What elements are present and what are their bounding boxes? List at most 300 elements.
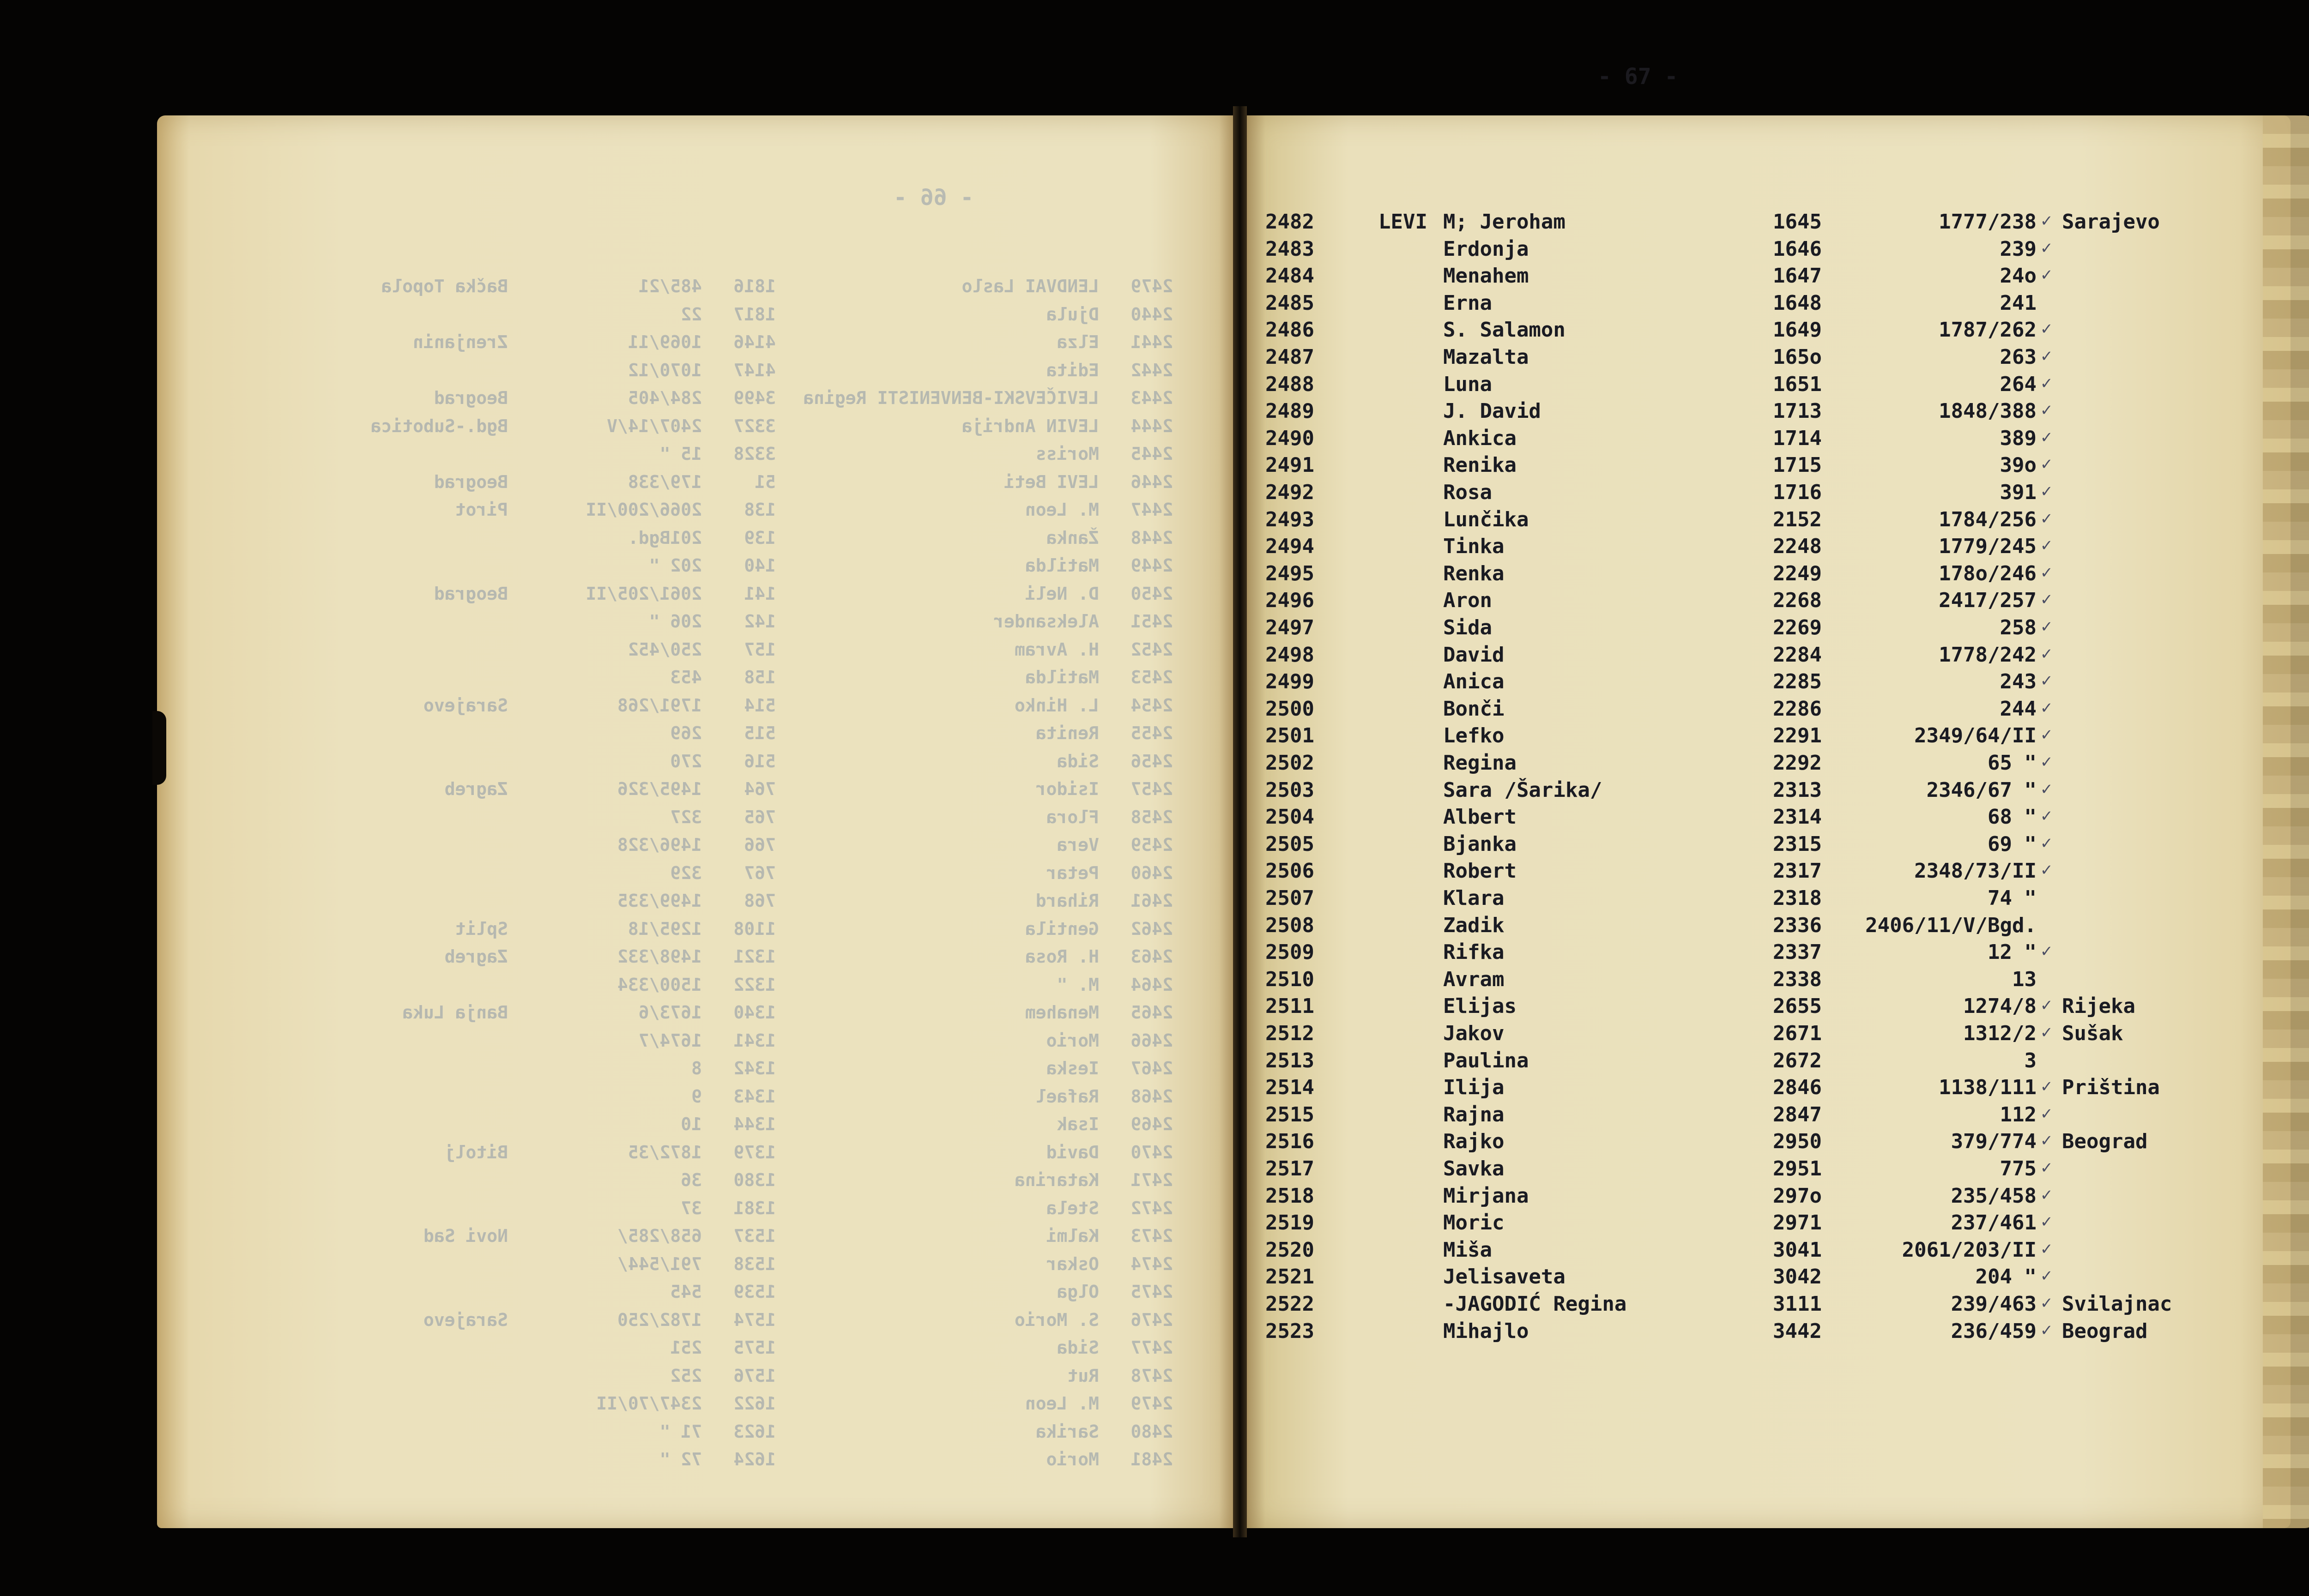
- bleed-through-cell: Morio: [1046, 1449, 1099, 1470]
- register-row: [1265, 751, 2217, 778]
- entry-number: 2507: [1265, 886, 1314, 910]
- bleed-through-cell: 1623: [733, 1421, 776, 1442]
- check-mark: ✓: [2041, 940, 2052, 961]
- bleed-through-cell: 2465: [1130, 1002, 1173, 1023]
- bleed-through-cell: Edita: [1046, 360, 1099, 380]
- bleed-through-line: [249, 692, 1173, 720]
- bleed-through-cell: 514: [744, 695, 776, 716]
- bleed-through-cell: 2469: [1130, 1114, 1173, 1134]
- bleed-through-cell: 51: [755, 471, 776, 492]
- book-gutter: [1233, 106, 1247, 1537]
- check-mark: ✓: [2041, 643, 2052, 663]
- bleed-through-cell: 2061/205/II: [586, 583, 702, 604]
- bleed-through-cell: 1782/250: [617, 1309, 702, 1330]
- entry-number: 2496: [1265, 589, 1314, 613]
- bleed-through-cell: Elza: [1057, 332, 1099, 352]
- reference-number: 1779/245: [1939, 535, 2037, 559]
- check-mark: ✓: [2041, 453, 2052, 474]
- bleed-through-cell: LEVIN Andrija: [961, 416, 1099, 436]
- record-number: 3042: [1773, 1265, 1822, 1289]
- bleed-through-line: [249, 719, 1173, 747]
- record-number: 2847: [1773, 1102, 1822, 1126]
- bleed-through-cell: 2477: [1130, 1337, 1173, 1358]
- entry-number: 2516: [1265, 1130, 1314, 1154]
- record-number: 2291: [1773, 724, 1822, 748]
- entry-number: 2492: [1265, 481, 1314, 504]
- register-row: [1265, 345, 2217, 372]
- check-mark: ✓: [2041, 616, 2052, 636]
- bleed-through-cell: [314, 803, 508, 831]
- record-number: 2336: [1773, 913, 1822, 937]
- bleed-through-cell: Kalmi: [1046, 1226, 1099, 1246]
- register-row: [1265, 562, 2217, 589]
- bleed-through-cell: 2475: [1130, 1282, 1173, 1302]
- bleed-through-cell: 1341: [733, 1030, 776, 1051]
- bleed-through-line: [249, 272, 1173, 301]
- bleed-through-cell: [314, 1362, 508, 1390]
- bleed-through-cell: [314, 356, 508, 385]
- given-name: Albert: [1443, 805, 1517, 829]
- record-number: 2285: [1773, 670, 1822, 694]
- bleed-through-cell: Isidor: [1035, 779, 1099, 799]
- bleed-through-cell: 1817: [733, 304, 776, 325]
- check-mark: ✓: [2041, 994, 2052, 1015]
- reference-number: 237/461: [1951, 1211, 2037, 1235]
- given-name: Sara /Šarika/: [1443, 778, 1602, 802]
- given-name: Lunčika: [1443, 507, 1529, 531]
- given-name: Menahem: [1443, 264, 1529, 288]
- entry-number: 2490: [1265, 426, 1314, 450]
- bleed-through-cell: [314, 831, 508, 859]
- bleed-through-cell: 8: [691, 1058, 702, 1078]
- register-row: [1265, 724, 2217, 751]
- check-mark: ✓: [2041, 535, 2052, 555]
- bleed-through-cell: 1537: [733, 1226, 776, 1246]
- bleed-through-cell: 1499/335: [617, 891, 702, 911]
- bleed-through-cell: 2473: [1130, 1226, 1173, 1246]
- reference-number: 204 ": [1975, 1265, 2037, 1289]
- bleed-through-cell: 2347/70/II: [596, 1393, 702, 1414]
- reference-number: 243: [2000, 670, 2037, 694]
- bleed-through-cell: H. Rosa: [1025, 946, 1099, 967]
- given-name: Rajna: [1443, 1102, 1505, 1126]
- bleed-through-cell: 1791/268: [617, 695, 702, 716]
- given-name: Mazalta: [1443, 345, 1529, 369]
- reference-number: 112: [2000, 1102, 2037, 1126]
- record-number: 2269: [1773, 616, 1822, 639]
- bleed-through-cell: 1295/18: [628, 918, 702, 939]
- bleed-through-cell: 1674/7: [638, 1030, 702, 1051]
- reference-number: 178o/246: [1939, 561, 2037, 585]
- bleed-through-cell: 138: [744, 500, 776, 520]
- register-row: [1265, 968, 2217, 994]
- check-mark: ✓: [2041, 481, 2052, 501]
- bleed-through-line: [249, 1362, 1173, 1390]
- bleed-through-cell: 2471: [1130, 1170, 1173, 1190]
- bleed-through-line: [249, 1110, 1173, 1138]
- bleed-through-cell: 2481: [1130, 1449, 1173, 1470]
- bleed-through-line: [249, 608, 1173, 636]
- bleed-through-cell: 2467: [1130, 1058, 1173, 1078]
- given-name: Bjanka: [1443, 832, 1517, 856]
- given-name: Avram: [1443, 967, 1505, 991]
- entry-number: 2487: [1265, 345, 1314, 369]
- bleed-through-cell: [314, 608, 508, 636]
- check-mark: ✓: [2041, 724, 2052, 745]
- bleed-through-cell: Morio: [1046, 1030, 1099, 1051]
- register-row: [1265, 399, 2217, 426]
- record-number: 1646: [1773, 237, 1822, 261]
- bleed-through-cell: 2455: [1130, 723, 1173, 743]
- check-mark: ✓: [2041, 372, 2052, 393]
- bleed-through-line: [249, 1054, 1173, 1083]
- reference-number: 2348/73/II: [1914, 859, 2037, 883]
- register-row: [1265, 886, 2217, 913]
- bleed-through-line: [249, 1278, 1173, 1306]
- entry-number: 2517: [1265, 1157, 1314, 1180]
- bleed-through-cell: 252: [670, 1365, 702, 1386]
- bleed-through-cell: 453: [670, 667, 702, 687]
- bleed-through-cell: 1340: [733, 1002, 776, 1023]
- bleed-through-cell: 2456: [1130, 751, 1173, 771]
- bleed-through-cell: 2480: [1130, 1421, 1173, 1442]
- bleed-through-cell: 202 ": [649, 555, 702, 576]
- bleed-through-cell: M. Leon: [1025, 500, 1099, 520]
- bleed-through-cell: Moriss: [1035, 444, 1099, 464]
- bleed-through-cell: Bačka Topola: [381, 276, 508, 296]
- bleed-through-cell: 658/285/: [617, 1226, 702, 1246]
- record-number: 2655: [1773, 994, 1822, 1018]
- bleed-through-line: [249, 384, 1173, 412]
- bleed-through-cell: LEVI Beti: [1004, 471, 1099, 492]
- bleed-through-cell: 1500/334: [617, 974, 702, 995]
- reference-number: 1777/238: [1939, 210, 2037, 234]
- bleed-through-cell: H. Avram: [1014, 639, 1099, 660]
- bleed-through-cell: 157: [744, 639, 776, 660]
- entry-number: 2510: [1265, 967, 1314, 991]
- bleed-through-cell: 327: [670, 807, 702, 827]
- bleed-through-cell: 767: [744, 862, 776, 883]
- register-row: [1265, 1292, 2217, 1319]
- bleed-through-line: [249, 971, 1173, 999]
- record-number: 1648: [1773, 291, 1822, 315]
- check-mark: ✓: [2041, 426, 2052, 447]
- reference-number: 2417/257: [1939, 589, 2037, 613]
- reference-number: 244: [2000, 697, 2037, 721]
- check-mark: ✓: [2041, 507, 2052, 528]
- entry-number: 2521: [1265, 1265, 1314, 1289]
- bleed-through-cell: [314, 887, 508, 915]
- bleed-through-line: [249, 747, 1173, 776]
- bleed-through-cell: 2449: [1130, 555, 1173, 576]
- bleed-through-cell: 2066/200/II: [586, 500, 702, 520]
- bleed-through-cell: 515: [744, 723, 776, 743]
- given-name: Klara: [1443, 886, 1505, 910]
- bleed-through-cell: 72 ": [659, 1449, 702, 1470]
- bleed-through-cell: Zrenjanin: [413, 332, 508, 352]
- entry-number: 2501: [1265, 724, 1314, 748]
- given-name: -JAGODIĆ Regina: [1443, 1292, 1627, 1316]
- bleed-through-cell: 22: [681, 304, 702, 325]
- record-number: 2950: [1773, 1130, 1822, 1154]
- check-mark: ✓: [2041, 1102, 2052, 1123]
- bleed-through-cell: 2448: [1130, 527, 1173, 548]
- given-name: Lefko: [1443, 724, 1505, 748]
- bleed-through-cell: [314, 1083, 508, 1111]
- record-number: 1645: [1773, 210, 1822, 234]
- place-name: Sušak: [2062, 1022, 2123, 1045]
- entry-number: 2498: [1265, 643, 1314, 667]
- reference-number: 1784/256: [1939, 507, 2037, 531]
- bleed-through-cell: LENDVAI Laslo: [961, 276, 1099, 296]
- bleed-through-cell: 2454: [1130, 695, 1173, 716]
- bleed-through-cell: 4147: [733, 360, 776, 380]
- bleed-through-cell: 206 ": [649, 611, 702, 632]
- bleed-through-cell: 766: [744, 835, 776, 855]
- check-mark: ✓: [2041, 1319, 2052, 1340]
- bleed-through-cell: 1379: [733, 1142, 776, 1162]
- reference-number: 65 ": [1988, 751, 2037, 775]
- reference-number: 1787/262: [1939, 318, 2037, 342]
- register-row: [1265, 697, 2217, 724]
- entry-number: 2499: [1265, 670, 1314, 694]
- entry-number: 2520: [1265, 1238, 1314, 1262]
- bleed-through-cell: 36: [681, 1170, 702, 1190]
- entry-number: 2503: [1265, 778, 1314, 802]
- entry-number: 2493: [1265, 507, 1314, 531]
- record-number: 1714: [1773, 426, 1822, 450]
- bleed-through-cell: 1381: [733, 1198, 776, 1218]
- reference-number: 236/459: [1951, 1319, 2037, 1343]
- bleed-through-cell: 2443: [1130, 388, 1173, 408]
- bleed-through-cell: [314, 524, 508, 552]
- bleed-through-line: [249, 943, 1173, 971]
- bleed-through-cell: [314, 971, 508, 999]
- register-row: [1265, 508, 2217, 535]
- bleed-through-cell: 2474: [1130, 1253, 1173, 1274]
- entry-number: 2522: [1265, 1292, 1314, 1316]
- bleed-through-cell: 1108: [733, 918, 776, 939]
- given-name: Jelisaveta: [1443, 1265, 1566, 1289]
- check-mark: ✓: [2041, 345, 2052, 366]
- bleed-through-cell: 2470: [1130, 1142, 1173, 1162]
- bleed-through-cell: [314, 1445, 508, 1474]
- bleed-through-line: [249, 524, 1173, 552]
- bleed-through-cell: Beograd: [434, 471, 508, 492]
- record-number: 1713: [1773, 399, 1822, 423]
- bleed-through-cell: [314, 1027, 508, 1055]
- bleed-through-cell: 2447: [1130, 500, 1173, 520]
- given-name: Erna: [1443, 291, 1492, 315]
- bleed-through-cell: 1380: [733, 1170, 776, 1190]
- bleed-through-cell: Pirot: [455, 500, 508, 520]
- record-number: 1716: [1773, 481, 1822, 504]
- given-name: Elijas: [1443, 994, 1517, 1018]
- left-page-number: - 66 -: [894, 185, 974, 211]
- reference-number: 241: [2000, 291, 2037, 315]
- bleed-through-cell: 269: [670, 723, 702, 743]
- reference-number: 1312/2: [1963, 1022, 2037, 1045]
- given-name: Jakov: [1443, 1022, 1505, 1045]
- entry-number: 2497: [1265, 616, 1314, 639]
- check-mark: ✓: [2041, 1157, 2052, 1177]
- bleed-through-line: [249, 1027, 1173, 1055]
- bleed-through-cell: 2461: [1130, 891, 1173, 911]
- register-row: [1265, 1103, 2217, 1130]
- place-name: Rijeka: [2062, 994, 2135, 1018]
- given-name: Rajko: [1443, 1130, 1505, 1154]
- register-row: [1265, 1211, 2217, 1238]
- register-row: [1265, 453, 2217, 480]
- bleed-through-cell: [314, 719, 508, 747]
- check-mark: ✓: [2041, 832, 2052, 853]
- given-name: Bonči: [1443, 697, 1505, 721]
- bleed-through-cell: 2460: [1130, 862, 1173, 883]
- given-name: Aron: [1443, 589, 1492, 613]
- record-number: 2317: [1773, 859, 1822, 883]
- check-mark: ✓: [2041, 1184, 2052, 1205]
- reference-number: 2061/203/II: [1902, 1238, 2037, 1262]
- bleed-through-cell: 2459: [1130, 835, 1173, 855]
- bleed-through-cell: [314, 1390, 508, 1418]
- bleed-through-cell: 2478: [1130, 1365, 1173, 1386]
- record-number: 2284: [1773, 643, 1822, 667]
- bleed-through-cell: 1495/326: [617, 779, 702, 799]
- record-number: 2314: [1773, 805, 1822, 829]
- entry-number: 2504: [1265, 805, 1314, 829]
- given-name: David: [1443, 643, 1505, 667]
- bleed-through-cell: [314, 1110, 508, 1138]
- bleed-through-cell: 1498/332: [617, 946, 702, 967]
- given-name: Mirjana: [1443, 1184, 1529, 1208]
- bleed-through-cell: 179/338: [628, 471, 702, 492]
- check-mark: ✓: [2041, 1238, 2052, 1259]
- bleed-through-text: [249, 272, 1173, 1470]
- bleed-through-line: [249, 831, 1173, 859]
- bleed-through-line: [249, 1222, 1173, 1250]
- given-name: Mihajlo: [1443, 1319, 1529, 1343]
- bleed-through-cell: Matilda: [1025, 667, 1099, 687]
- bleed-through-cell: 2472: [1130, 1198, 1173, 1218]
- place-name: Beograd: [2062, 1130, 2148, 1154]
- register-row: [1265, 535, 2217, 561]
- entry-number: 2488: [1265, 372, 1314, 396]
- bleed-through-cell: [314, 663, 508, 692]
- record-number: 3111: [1773, 1292, 1822, 1316]
- reference-number: 775: [2000, 1157, 2037, 1180]
- reference-number: 69 ": [1988, 832, 2037, 856]
- bleed-through-cell: 1816: [733, 276, 776, 296]
- bleed-through-line: [249, 775, 1173, 803]
- given-name: Rifka: [1443, 940, 1505, 964]
- bleed-through-cell: L. Hinko: [1014, 695, 1099, 716]
- bleed-through-cell: 37: [681, 1198, 702, 1218]
- reference-number: 235/458: [1951, 1184, 2037, 1208]
- bleed-through-line: [249, 301, 1173, 329]
- record-number: 2337: [1773, 940, 1822, 964]
- bleed-through-cell: 764: [744, 779, 776, 799]
- given-name: S. Salamon: [1443, 318, 1566, 342]
- bleed-through-cell: 2450: [1130, 583, 1173, 604]
- register-row: [1265, 1022, 2217, 1048]
- bleed-through-cell: 2479: [1130, 276, 1173, 296]
- bleed-through-cell: 1539: [733, 1282, 776, 1302]
- bleed-through-line: [249, 1194, 1173, 1223]
- register-row: [1265, 832, 2217, 859]
- bleed-through-line: [249, 999, 1173, 1027]
- bleed-through-cell: 516: [744, 751, 776, 771]
- bleed-through-cell: 768: [744, 891, 776, 911]
- reference-number: 263: [2000, 345, 2037, 369]
- given-name: Sida: [1443, 616, 1492, 639]
- check-mark: ✓: [2041, 778, 2052, 799]
- record-number: 1715: [1773, 453, 1822, 477]
- entry-number: 2506: [1265, 859, 1314, 883]
- given-name: Luna: [1443, 372, 1492, 396]
- given-name: Zadik: [1443, 913, 1505, 937]
- bleed-through-cell: 1343: [733, 1086, 776, 1107]
- reference-number: 239/463: [1951, 1292, 2037, 1316]
- bleed-through-cell: 139: [744, 527, 776, 548]
- bleed-through-cell: [314, 1278, 508, 1306]
- bleed-through-cell: Banja Luka: [402, 1002, 508, 1023]
- bleed-through-line: [249, 496, 1173, 524]
- bleed-through-cell: 9: [691, 1086, 702, 1107]
- given-name: Anica: [1443, 670, 1505, 694]
- reference-number: 24o: [2000, 264, 2037, 288]
- bleed-through-cell: 329: [670, 862, 702, 883]
- record-number: 2671: [1773, 1022, 1822, 1045]
- entry-number: 2485: [1265, 291, 1314, 315]
- bleed-through-cell: 3327: [733, 416, 776, 436]
- reference-number: 258: [2000, 616, 2037, 639]
- bleed-through-cell: 1321: [733, 946, 776, 967]
- bleed-through-cell: 1069/11: [628, 332, 702, 352]
- record-number: 2315: [1773, 832, 1822, 856]
- reference-number: 68 ": [1988, 805, 2037, 829]
- register-row: [1265, 1076, 2217, 1102]
- given-name: Renka: [1443, 561, 1505, 585]
- record-number: 2951: [1773, 1157, 1822, 1180]
- bleed-through-cell: [314, 747, 508, 776]
- entry-number: 2495: [1265, 561, 1314, 585]
- bleed-through-cell: Split: [455, 918, 508, 939]
- bleed-through-cell: D. Neli: [1025, 583, 1099, 604]
- check-mark: ✓: [2041, 859, 2052, 880]
- bleed-through-cell: 791/544/: [617, 1253, 702, 1274]
- given-name: Robert: [1443, 859, 1517, 883]
- bleed-through-line: [249, 328, 1173, 356]
- bleed-through-cell: 2476: [1130, 1309, 1173, 1330]
- register-row: [1265, 1238, 2217, 1265]
- bleed-through-cell: 270: [670, 751, 702, 771]
- given-name: Moric: [1443, 1211, 1505, 1235]
- given-name: Rosa: [1443, 481, 1492, 504]
- reference-number: 2349/64/II: [1914, 724, 2037, 748]
- bleed-through-cell: 1322: [733, 974, 776, 995]
- bleed-through-cell: Renita: [1035, 723, 1099, 743]
- bleed-through-cell: Menahem: [1025, 1002, 1099, 1023]
- register-row: [1265, 670, 2217, 697]
- bleed-through-line: [249, 1083, 1173, 1111]
- given-name: Erdonja: [1443, 237, 1529, 261]
- check-mark: ✓: [2041, 237, 2052, 258]
- bleed-through-cell: Oskar: [1046, 1253, 1099, 1274]
- bleed-through-line: [249, 1418, 1173, 1446]
- bleed-through-line: [249, 1306, 1173, 1334]
- given-name: Savka: [1443, 1157, 1505, 1180]
- bleed-through-cell: 1622: [733, 1393, 776, 1414]
